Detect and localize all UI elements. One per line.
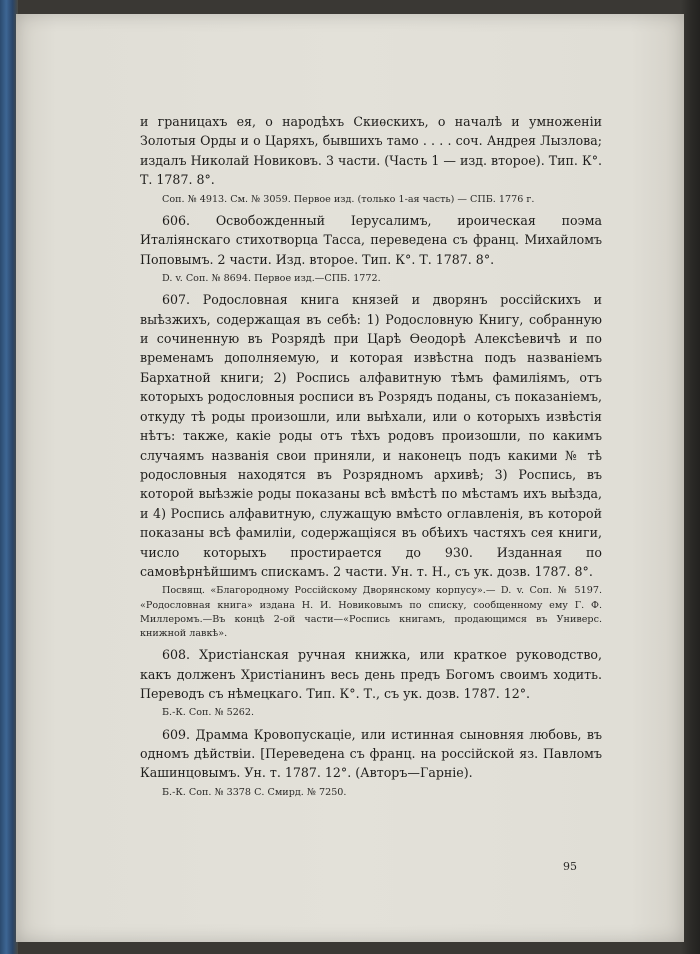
entry-note: Б.-К. Соп. № 3378 С. Смирд. № 7250. bbox=[162, 786, 347, 798]
entry-text: и границахъ ея, о народѣхъ Скиѳскихъ, о началѣ и умноженіи Золотыя Орды и о Царяхъ, бывшихъ тамо . . . . соч. Андрея Лызлова; издалъ Николай Новиковъ. 3 части. (Часть 1 — изд. второе). Тип. К°. Т. 1787. 8°. bbox=[140, 114, 602, 188]
entry-text: 609. Драмма Кровопускаціе, или истинная сыновняя любовь, въ одномъ дѣйствіи. [Переведена съ франц. на россійской яз. Павломъ Кашинцовымъ. Ун. т. 1787. 12°. (Авторъ—Гарніе). bbox=[140, 726, 602, 781]
entry-text: 608. Христіанская ручная книжка, или краткое руководство, какъ долженъ Христіанинъ весь день предъ Богомъ своимъ ходить. Переводъ съ нѣмецкаго. Тип. К°. Т., съ ук. дозв. 1787. 12°. bbox=[140, 647, 602, 701]
entry-note: D. v. Соп. № 8694. Первое изд.—СПБ. 1772. bbox=[162, 273, 381, 285]
entry-note: Посвящ. «Благородному Россійскому Дворянскому корпусу».— D. v. Соп. № 5197. «Родословная книга» издана Н. И. Новиковымъ по списку, сообщенному ему Г. Ф. Миллеромъ.—Въ концѣ 2-ой части—«Роспись книгамъ, продающимся въ Универс. книжной лавкѣ». bbox=[140, 585, 602, 639]
entry-note: Б.-К. Соп. № 5262. bbox=[162, 707, 255, 719]
entry-607 bbox=[140, 290, 602, 641]
entry-continuation bbox=[140, 112, 602, 207]
entry-609 bbox=[140, 725, 602, 800]
entry-608 bbox=[140, 645, 602, 720]
entry-606 bbox=[140, 211, 602, 286]
entry-note: Соп. № 4913. См. № 3059. Первое изд. (только 1-ая часть) — СПБ. 1776 г. bbox=[162, 193, 535, 205]
page-text-block bbox=[140, 110, 602, 804]
entry-text: 607. Родословная книга князей и дворянъ россійскихъ и выѣзжихъ, содержащая въ себѣ: 1) Родословную Книгу, собранную и сочиненную въ Розрядѣ при Царѣ Ѳеодорѣ Алексѣевичѣ и по временамъ дополняемую, и которая извѣстна подъ названіемъ Бархатной книги; 2) Роспись алфавитную тѣмъ фамиліямъ, отъ которыхъ родословныя росписи въ Розрядъ поданы, съ показаніемъ, откуду тѣ роды произошли, или выѣхали, или о которыхъ извѣстія нѣтъ: также, какіе роды отъ тѣхъ родовъ произошли, по какимъ случаямъ названія свои приняли, и наконецъ подъ какими № тѣ родословныя находятся въ Розрядномъ архивѣ; 3) Роспись, въ которой выѣзжіе роды показаны всѣ вмѣстѣ по мѣстамъ ихъ выѣзда, и 4) Роспись алфавитную, служащую вмѣсто оглавленія, въ которой показаны всѣ фамиліи, содержащіяся въ обѣихъ частяхъ сея книги, число которыхъ простирается до 930. Изданная по самовѣрнѣйшимъ спискамъ. 2 части. Ун. т. Н., съ ук. дозв. 1787. 8°. bbox=[140, 292, 602, 579]
page-number: 95 bbox=[563, 860, 577, 873]
book-page bbox=[16, 14, 684, 942]
entry-text: 606. Освобожденный Іерусалимъ, ироическая поэма Италіянскаго стихотворца Тасса, переведена съ франц. Михайломъ Поповымъ. 2 части. Изд. второе. Тип. К°. Т. 1787. 8°. bbox=[140, 212, 602, 267]
